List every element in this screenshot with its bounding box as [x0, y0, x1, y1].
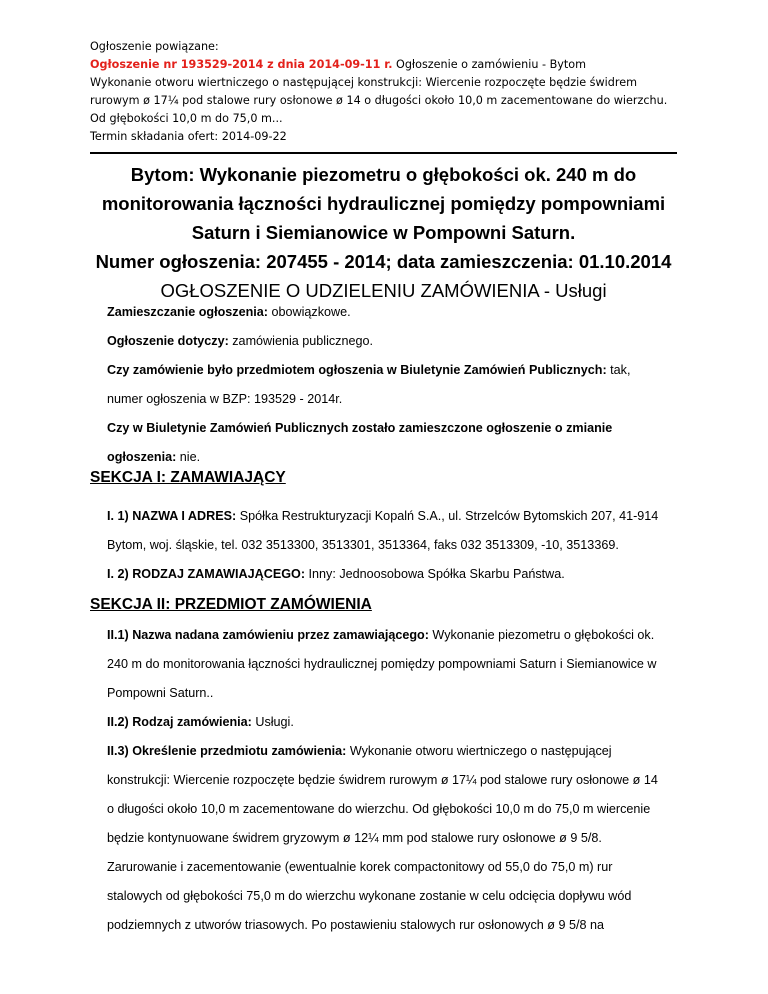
section-1-heading: SEKCJA I: ZAMAWIAJĄCY [90, 469, 286, 486]
text-line: podziemnych z utworów triasowych. Po postawieniu stalowych rur osłonowych ø 9 5/8 na [107, 918, 604, 932]
related-line-4: Od głębokości 10,0 m do 75,0 m... [90, 112, 283, 125]
field-label: ogłoszenia: [107, 450, 177, 464]
field-label: I. 2) RODZAJ ZAMAWIAJĄCEGO: [107, 567, 306, 581]
field-value: Wykonanie otworu wiertniczego o następującej [346, 744, 612, 758]
text-line: Zarurowanie i zacementowanie (ewentualnie korek compactonitowy od 55,0 do 75,0 m) rur [107, 860, 613, 874]
notice-title-block [90, 160, 677, 305]
text-line: będzie kontynuowane świdrem gryzowym ø 12¼ mm pod stalowe rury osłonowe ø 9 5/8. [107, 831, 602, 845]
field-label: Czy zamówienie było przedmiotem ogłoszenia w Biuletynie Zamówień Publicznych: [107, 363, 607, 377]
field-value: Inny: Jednoosobowa Spółka Skarbu Państwa. [305, 567, 565, 581]
field-label: Czy w Biuletynie Zamówień Publicznych zostało zamieszczone ogłoszenie o zmianie [107, 421, 613, 435]
field-label: Ogłoszenie dotyczy: [107, 334, 229, 348]
bzp-number: numer ogłoszenia w BZP: 193529 - 2014r. [107, 392, 343, 406]
field-label: II.1) Nazwa nadana zamówieniu przez zamawiającego: [107, 628, 429, 642]
horizontal-divider [90, 152, 677, 154]
field-value: Wykonanie piezometru o głębokości ok. [428, 628, 655, 642]
text-line: 240 m do monitorowania łączności hydraulicznej pomiędzy pompowniami Saturn i Siemianowice w [107, 657, 657, 671]
text-line: o długości około 10,0 m zacementowane do wierzchu. Od głębokości 10,0 m do 75,0 m wiercenie [107, 802, 651, 816]
related-deadline: Termin składania ofert: 2014-09-22 [90, 130, 287, 143]
address-line-2: Bytom, woj. śląskie, tel. 032 3513300, 3513301, 3513364, faks 032 3513309, -10, 3513369. [107, 538, 619, 552]
field-value: Usługi. [251, 715, 294, 729]
text-line: stalowych od głębokości 75,0 m do wierzchu wykonane zostanie w celu odcięcia dopływu wód [107, 889, 632, 903]
section-2-heading: SEKCJA II: PRZEDMIOT ZAMÓWIENIA [90, 596, 372, 613]
title-line-3: Saturn i Siemianowice w Pompowni Saturn. [191, 222, 576, 243]
related-line-3: rurowym ø 17¼ pod stalowe rury osłonowe ø 14 o długości około 10,0 m zacementowane do wierzchu. [90, 94, 668, 107]
field-value: nie. [176, 450, 201, 464]
field-label: Zamieszczanie ogłoszenia: [107, 305, 268, 319]
section-1-body [107, 502, 707, 589]
field-value: tak, [606, 363, 631, 377]
field-value: Spółka Restrukturyzacji Kopalń S.A., ul. Strzelców Bytomskich 207, 41-914 [236, 509, 659, 523]
title-line-2: monitorowania łączności hydraulicznej pomiędzy pompowniami [101, 193, 666, 214]
intro-fields [107, 298, 707, 472]
related-notice-link[interactable]: Ogłoszenie nr 193529-2014 z dnia 2014-09-11 r. [90, 58, 393, 71]
field-value: zamówienia publicznego. [228, 334, 373, 348]
related-notice [90, 38, 690, 146]
related-notice-type: Ogłoszenie o zamówieniu - Bytom [392, 58, 587, 71]
title-line-1: Bytom: Wykonanie piezometru o głębokości ok. 240 m do [130, 164, 637, 185]
notice-type: OGŁOSZENIE O UDZIELENIU ZAMÓWIENIA - Usługi [160, 280, 607, 301]
related-line-2: Wykonanie otworu wiertniczego o następującej konstrukcji: Wiercenie rozpoczęte będzie świdrem [90, 76, 637, 89]
field-value: obowiązkowe. [267, 305, 351, 319]
section-2-body [107, 621, 707, 940]
text-line: Pompowni Saturn.. [107, 686, 214, 700]
field-label: I. 1) NAZWA I ADRES: [107, 509, 237, 523]
related-heading: Ogłoszenie powiązane: [90, 40, 219, 53]
field-label: II.3) Określenie przedmiotu zamówienia: [107, 744, 347, 758]
notice-number: Numer ogłoszenia: 207455 - 2014; data zamieszczenia: 01.10.2014 [95, 251, 672, 272]
field-label: II.2) Rodzaj zamówienia: [107, 715, 252, 729]
text-line: konstrukcji: Wiercenie rozpoczęte będzie świdrem rurowym ø 17¼ pod stalowe rury osłonowe ø 14 [107, 773, 658, 787]
